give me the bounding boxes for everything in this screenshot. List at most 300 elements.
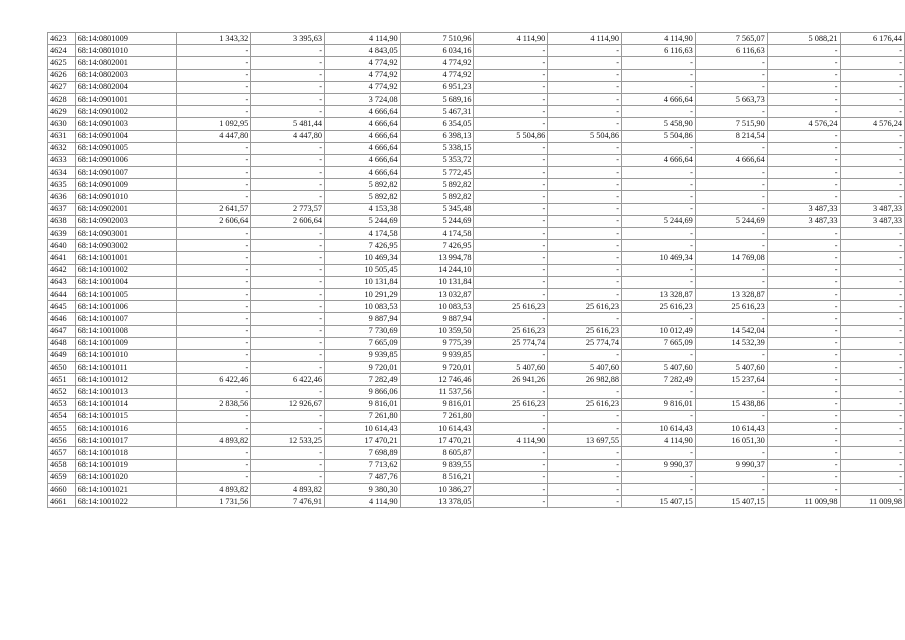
value-cell: - (767, 191, 840, 203)
value-cell: 5 244,69 (400, 215, 474, 227)
row-number-cell: 4629 (48, 106, 76, 118)
cadastral-code-cell: 68:14:0901001 (75, 93, 176, 105)
value-cell: 2 606,64 (176, 215, 250, 227)
value-cell: 6 116,63 (695, 45, 767, 57)
value-cell: 25 616,23 (474, 398, 548, 410)
value-cell: - (840, 228, 904, 240)
value-cell: - (251, 81, 325, 93)
value-cell: 14 769,08 (695, 252, 767, 264)
row-number-cell: 4648 (48, 337, 76, 349)
table-row (48, 483, 905, 495)
value-cell: 10 291,29 (325, 288, 401, 300)
value-cell: 5 244,69 (695, 215, 767, 227)
value-cell: - (695, 240, 767, 252)
value-cell: 5 088,21 (767, 33, 840, 45)
value-cell: - (251, 154, 325, 166)
value-cell: 5 345,48 (400, 203, 474, 215)
table-row (48, 57, 905, 69)
row-number-cell: 4642 (48, 264, 76, 276)
value-cell: - (622, 349, 696, 361)
value-cell: - (176, 337, 250, 349)
value-cell: - (695, 57, 767, 69)
row-number-cell: 4660 (48, 483, 76, 495)
value-cell: 3 724,08 (325, 93, 401, 105)
value-cell: 3 395,63 (251, 33, 325, 45)
value-cell: 14 244,10 (400, 264, 474, 276)
value-cell: 9 990,37 (695, 459, 767, 471)
value-cell: 3 487,33 (840, 203, 904, 215)
value-cell: - (176, 154, 250, 166)
value-cell: 7 698,89 (325, 447, 401, 459)
value-cell: 14 542,04 (695, 325, 767, 337)
value-cell: - (840, 435, 904, 447)
row-number-cell: 4651 (48, 374, 76, 386)
value-cell: - (474, 386, 548, 398)
value-cell: - (251, 447, 325, 459)
value-cell: 10 469,34 (325, 252, 401, 264)
value-cell: - (767, 252, 840, 264)
cadastral-code-cell: 68:14:0901005 (75, 142, 176, 154)
value-cell: - (176, 252, 250, 264)
cadastral-code-cell: 68:14:1001009 (75, 337, 176, 349)
cadastral-code-cell: 68:14:0902003 (75, 215, 176, 227)
cadastral-code-cell: 68:14:0901007 (75, 167, 176, 179)
value-cell: - (548, 240, 622, 252)
value-cell: - (251, 459, 325, 471)
value-cell: - (176, 264, 250, 276)
value-cell: - (767, 45, 840, 57)
value-cell: - (548, 45, 622, 57)
value-cell: - (695, 142, 767, 154)
value-cell: 4 666,64 (695, 154, 767, 166)
value-cell: 9 939,85 (400, 349, 474, 361)
value-cell: 10 386,27 (400, 483, 474, 495)
row-number-cell: 4656 (48, 435, 76, 447)
value-cell: - (474, 191, 548, 203)
value-cell: - (548, 118, 622, 130)
value-cell: 5 504,86 (474, 130, 548, 142)
value-cell: 10 469,34 (622, 252, 696, 264)
value-cell: 16 051,30 (695, 435, 767, 447)
value-cell: - (548, 496, 622, 508)
value-cell: 5 407,60 (548, 362, 622, 374)
value-cell: - (840, 240, 904, 252)
value-cell: - (548, 215, 622, 227)
value-cell: - (767, 362, 840, 374)
value-cell: - (474, 142, 548, 154)
table-row (48, 264, 905, 276)
value-cell: - (176, 179, 250, 191)
value-cell: 10 614,43 (622, 423, 696, 435)
table-row (48, 203, 905, 215)
value-cell: 9 887,94 (400, 313, 474, 325)
value-cell: - (251, 337, 325, 349)
row-number-cell: 4633 (48, 154, 76, 166)
value-cell: - (251, 142, 325, 154)
cadastral-code-cell: 68:14:1001019 (75, 459, 176, 471)
value-cell: 4 114,90 (622, 33, 696, 45)
table-row (48, 167, 905, 179)
value-cell: - (622, 69, 696, 81)
cadastral-code-cell: 68:14:1001010 (75, 349, 176, 361)
value-cell: - (767, 142, 840, 154)
value-cell: - (622, 447, 696, 459)
value-cell: - (474, 154, 548, 166)
value-cell: 2 838,56 (176, 398, 250, 410)
value-cell: 6 116,63 (622, 45, 696, 57)
value-cell: 4 666,64 (622, 154, 696, 166)
table-row (48, 410, 905, 422)
value-cell: 7 713,62 (325, 459, 401, 471)
value-cell: 9 816,01 (400, 398, 474, 410)
value-cell: 4 114,90 (548, 33, 622, 45)
value-cell: 1 343,32 (176, 33, 250, 45)
value-cell: - (767, 423, 840, 435)
value-cell: - (767, 264, 840, 276)
value-cell: - (767, 374, 840, 386)
value-cell: - (474, 179, 548, 191)
value-cell: - (767, 398, 840, 410)
value-cell: - (474, 252, 548, 264)
value-cell: 4 774,92 (325, 69, 401, 81)
value-cell: 5 504,86 (622, 130, 696, 142)
value-cell: - (840, 252, 904, 264)
value-cell: - (176, 362, 250, 374)
value-cell: - (474, 203, 548, 215)
value-cell: 15 237,64 (695, 374, 767, 386)
value-cell: 9 990,37 (622, 459, 696, 471)
value-cell: 5 407,60 (474, 362, 548, 374)
value-cell: 7 515,90 (695, 118, 767, 130)
table-row (48, 130, 905, 142)
value-cell: - (840, 93, 904, 105)
table-row (48, 142, 905, 154)
value-cell: 4 893,82 (176, 435, 250, 447)
row-number-cell: 4655 (48, 423, 76, 435)
value-cell: 26 941,26 (474, 374, 548, 386)
value-cell: - (767, 130, 840, 142)
value-cell: - (176, 288, 250, 300)
row-number-cell: 4649 (48, 349, 76, 361)
table-row (48, 362, 905, 374)
value-cell: - (548, 447, 622, 459)
value-cell: - (548, 264, 622, 276)
value-cell: - (474, 93, 548, 105)
value-cell: - (695, 167, 767, 179)
value-cell: 25 616,23 (695, 301, 767, 313)
value-cell: 2 773,57 (251, 203, 325, 215)
cadastral-code-cell: 68:14:0901010 (75, 191, 176, 203)
value-cell: - (548, 313, 622, 325)
value-cell: 12 926,67 (251, 398, 325, 410)
value-cell: - (622, 142, 696, 154)
table-row (48, 179, 905, 191)
value-cell: - (474, 69, 548, 81)
row-number-cell: 4632 (48, 142, 76, 154)
value-cell: 1 731,56 (176, 496, 250, 508)
value-cell: - (622, 203, 696, 215)
value-cell: - (251, 167, 325, 179)
value-cell: - (695, 106, 767, 118)
value-cell: - (767, 288, 840, 300)
value-cell: - (176, 410, 250, 422)
value-cell: - (840, 313, 904, 325)
value-cell: 10 614,43 (400, 423, 474, 435)
value-cell: - (840, 179, 904, 191)
value-cell: 10 359,50 (400, 325, 474, 337)
cadastral-code-cell: 68:14:1001001 (75, 252, 176, 264)
value-cell: - (840, 142, 904, 154)
row-number-cell: 4646 (48, 313, 76, 325)
value-cell: 7 510,96 (400, 33, 474, 45)
cadastral-code-cell: 68:14:0901002 (75, 106, 176, 118)
value-cell: - (176, 45, 250, 57)
value-cell: - (251, 288, 325, 300)
value-cell: 13 697,55 (548, 435, 622, 447)
value-cell: 5 407,60 (695, 362, 767, 374)
value-cell: - (474, 471, 548, 483)
cadastral-code-cell: 68:14:1001021 (75, 483, 176, 495)
value-cell: - (474, 447, 548, 459)
value-cell: 7 426,95 (325, 240, 401, 252)
value-cell: - (840, 130, 904, 142)
row-number-cell: 4636 (48, 191, 76, 203)
value-cell: - (840, 45, 904, 57)
value-cell: - (840, 386, 904, 398)
value-cell: - (767, 81, 840, 93)
value-cell: 25 616,23 (548, 325, 622, 337)
value-cell: - (840, 374, 904, 386)
row-number-cell: 4653 (48, 398, 76, 410)
value-cell: - (767, 69, 840, 81)
cadastral-code-cell: 68:14:0903001 (75, 228, 176, 240)
value-cell: 7 282,49 (325, 374, 401, 386)
cadastral-code-cell: 68:14:1001011 (75, 362, 176, 374)
value-cell: 26 982,88 (548, 374, 622, 386)
value-cell: - (695, 483, 767, 495)
value-cell: 5 892,82 (325, 191, 401, 203)
table-row (48, 301, 905, 313)
value-cell: 8 605,87 (400, 447, 474, 459)
table-row (48, 45, 905, 57)
value-cell: - (622, 81, 696, 93)
value-cell: - (251, 301, 325, 313)
value-cell: - (767, 447, 840, 459)
value-cell: 4 666,64 (325, 106, 401, 118)
value-cell: - (251, 276, 325, 288)
value-cell: - (474, 288, 548, 300)
row-number-cell: 4650 (48, 362, 76, 374)
row-number-cell: 4647 (48, 325, 76, 337)
value-cell: - (474, 118, 548, 130)
value-cell: 4 666,64 (325, 142, 401, 154)
value-cell: - (840, 349, 904, 361)
value-cell: - (176, 386, 250, 398)
cadastral-code-cell: 68:14:1001015 (75, 410, 176, 422)
value-cell: - (251, 252, 325, 264)
value-cell: - (548, 276, 622, 288)
value-cell: 10 083,53 (325, 301, 401, 313)
row-number-cell: 4628 (48, 93, 76, 105)
value-cell: 25 774,74 (474, 337, 548, 349)
value-cell: - (622, 276, 696, 288)
value-cell: - (548, 386, 622, 398)
table-row (48, 325, 905, 337)
value-cell: - (622, 228, 696, 240)
cadastral-code-cell: 68:14:1001013 (75, 386, 176, 398)
table-row (48, 447, 905, 459)
row-number-cell: 4654 (48, 410, 76, 422)
value-cell: 10 614,43 (695, 423, 767, 435)
value-cell: - (767, 349, 840, 361)
table-row (48, 252, 905, 264)
table-row (48, 93, 905, 105)
value-cell: - (840, 423, 904, 435)
value-cell: - (251, 362, 325, 374)
data-table (47, 32, 905, 508)
table-row (48, 349, 905, 361)
value-cell: 11 009,98 (840, 496, 904, 508)
value-cell: 4 114,90 (474, 33, 548, 45)
cadastral-code-cell: 68:14:0802003 (75, 69, 176, 81)
value-cell: 5 892,82 (400, 179, 474, 191)
value-cell: 1 092,95 (176, 118, 250, 130)
value-cell: - (767, 154, 840, 166)
value-cell: 4 114,90 (622, 435, 696, 447)
value-cell: - (176, 313, 250, 325)
cadastral-code-cell: 68:14:1001017 (75, 435, 176, 447)
value-cell: - (767, 325, 840, 337)
value-cell: 4 666,64 (325, 118, 401, 130)
value-cell: - (176, 349, 250, 361)
value-cell: - (474, 483, 548, 495)
value-cell: 12 533,25 (251, 435, 325, 447)
table-row (48, 496, 905, 508)
value-cell: - (695, 228, 767, 240)
value-cell: 6 354,05 (400, 118, 474, 130)
value-cell: 5 689,16 (400, 93, 474, 105)
value-cell: 4 174,58 (325, 228, 401, 240)
value-cell: - (622, 167, 696, 179)
row-number-cell: 4640 (48, 240, 76, 252)
value-cell: 17 470,21 (325, 435, 401, 447)
value-cell: 14 532,39 (695, 337, 767, 349)
value-cell: 4 576,24 (767, 118, 840, 130)
value-cell: 5 467,31 (400, 106, 474, 118)
value-cell: 4 774,92 (325, 57, 401, 69)
value-cell: 25 616,23 (622, 301, 696, 313)
value-cell: 6 422,46 (251, 374, 325, 386)
value-cell: - (840, 447, 904, 459)
value-cell: - (548, 471, 622, 483)
value-cell: 11 009,98 (767, 496, 840, 508)
value-cell: - (474, 45, 548, 57)
value-cell: 10 012,49 (622, 325, 696, 337)
value-cell: - (474, 496, 548, 508)
value-cell: - (548, 349, 622, 361)
value-cell: 9 939,85 (325, 349, 401, 361)
value-cell: 15 438,86 (695, 398, 767, 410)
cadastral-code-cell: 68:14:1001018 (75, 447, 176, 459)
value-cell: 10 131,84 (400, 276, 474, 288)
value-cell: 4 114,90 (474, 435, 548, 447)
value-cell: 7 665,09 (622, 337, 696, 349)
value-cell: - (767, 313, 840, 325)
table-row (48, 81, 905, 93)
value-cell: - (767, 301, 840, 313)
row-number-cell: 4627 (48, 81, 76, 93)
table-row (48, 398, 905, 410)
value-cell: - (695, 179, 767, 191)
value-cell: - (767, 93, 840, 105)
value-cell: - (695, 349, 767, 361)
value-cell: - (622, 240, 696, 252)
value-cell: - (840, 325, 904, 337)
value-cell: 5 338,15 (400, 142, 474, 154)
value-cell: - (840, 276, 904, 288)
table-row (48, 106, 905, 118)
value-cell: - (251, 106, 325, 118)
value-cell: 4 774,92 (325, 81, 401, 93)
value-cell: - (695, 81, 767, 93)
value-cell: - (251, 325, 325, 337)
value-cell: - (622, 471, 696, 483)
value-cell: - (474, 106, 548, 118)
value-cell: 9 720,01 (325, 362, 401, 374)
row-number-cell: 4637 (48, 203, 76, 215)
value-cell: - (767, 483, 840, 495)
value-cell: 4 893,82 (251, 483, 325, 495)
value-cell: 12 746,46 (400, 374, 474, 386)
table-row (48, 459, 905, 471)
value-cell: 6 176,44 (840, 33, 904, 45)
value-cell: 6 951,23 (400, 81, 474, 93)
value-cell: - (176, 142, 250, 154)
value-cell: - (176, 276, 250, 288)
value-cell: 9 380,30 (325, 483, 401, 495)
value-cell: - (840, 337, 904, 349)
value-cell: - (474, 423, 548, 435)
row-number-cell: 4658 (48, 459, 76, 471)
value-cell: 9 887,94 (325, 313, 401, 325)
value-cell: - (548, 154, 622, 166)
value-cell: - (251, 45, 325, 57)
value-cell: 4 153,38 (325, 203, 401, 215)
value-cell: - (622, 57, 696, 69)
table-row (48, 288, 905, 300)
value-cell: - (548, 167, 622, 179)
value-cell: 25 616,23 (474, 325, 548, 337)
row-number-cell: 4659 (48, 471, 76, 483)
value-cell: - (840, 459, 904, 471)
value-cell: 13 378,05 (400, 496, 474, 508)
value-cell: - (176, 447, 250, 459)
value-cell: - (548, 179, 622, 191)
cadastral-code-cell: 68:14:1001004 (75, 276, 176, 288)
row-number-cell: 4661 (48, 496, 76, 508)
value-cell: 4 666,64 (325, 130, 401, 142)
value-cell: 6 034,16 (400, 45, 474, 57)
value-cell: 13 328,87 (622, 288, 696, 300)
value-cell: - (695, 276, 767, 288)
value-cell: - (251, 228, 325, 240)
value-cell: 15 407,15 (695, 496, 767, 508)
value-cell: - (176, 57, 250, 69)
value-cell: 9 816,01 (325, 398, 401, 410)
row-number-cell: 4639 (48, 228, 76, 240)
value-cell: 4 774,92 (400, 69, 474, 81)
cadastral-code-cell: 68:14:0801010 (75, 45, 176, 57)
